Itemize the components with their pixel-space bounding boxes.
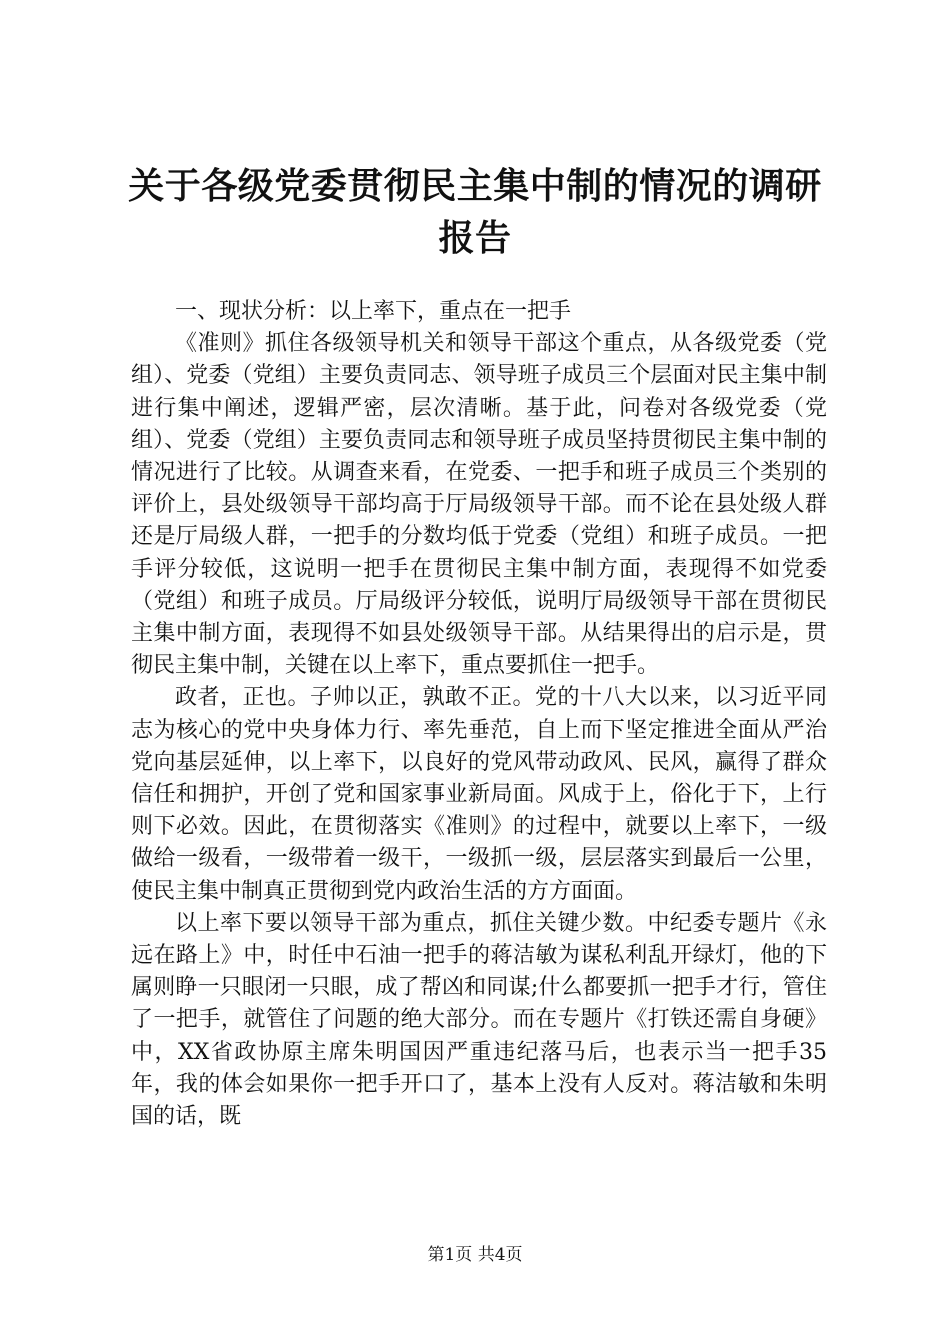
body-paragraph: 《准则》抓住各级领导机关和领导干部这个重点，从各级党委（党组）、党委（党组）主要负责同志、领导班子成员三个层面对民主集中制进行集中阐述，逻辑严密，层次清晰。基于此，问卷对各级党委（党组）、党委（党组）主要负责同志和领导班子成员坚持贯彻民主集中制的情况进行了比较。从调查来看，在党委、一把手和班子成员三个类别的评价上，县处级领导干部均高于厅局级领导干部。而不论在县处级人群还是厅局级人群，一把手的分数均低于党委（党组）和班子成员。一把手评分较低，这说明一把手在贯彻民主集中制方面，表现得不如党委（党组）和班子成员。厅局级评分较低，说明厅局级领导干部在贯彻民主集中制方面，表现得不如县处级领导干部。从结果得出的启示是，贯彻民主集中制，关键在以上率下，重点要抓住一把手。 bbox=[131, 331, 827, 679]
section-heading: 一、现状分析：以上率下，重点在一把手 bbox=[175, 299, 572, 324]
document-body bbox=[131, 296, 827, 1133]
page-footer: 第1页 共4页 bbox=[427, 1245, 523, 1265]
body-paragraph: 政者，正也。子帅以正，孰敢不正。党的十八大以来，以习近平同志为核心的党中央身体力行、率先垂范，自上而下坚定推进全面从严治党向基层延伸，以上率下，以良好的党风带动政风、民风，赢得了群众信任和拥护，开创了党和国家事业新局面。风成于上，俗化于下，上行则下必效。因此，在贯彻落实《准则》的过程中，就要以上率下，一级做给一级看，一级带着一级干，一级抓一级，层层落实到最后一公里，使民主集中制真正贯彻到党内政治生活的方方面面。 bbox=[131, 685, 827, 904]
document-title: 关于各级党委贯彻民主集中制的情况的调研报告 bbox=[128, 165, 822, 259]
body-paragraph: 以上率下要以领导干部为重点，抓住关键少数。中纪委专题片《永远在路上》中，时任中石油一把手的蒋洁敏为谋私利乱开绿灯，他的下属则睁一只眼闭一只眼，成了帮凶和同谋;什么都要抓一把手才行，管住了一把手，就管住了问题的绝大部分。而在专题片《打铁还需自身硬》中，XX省政协原主席朱明国因严重违纪落马后，也表示当一把手35年，我的体会如果你一把手开口了，基本上没有人反对。蒋洁敏和朱明国的话，既 bbox=[131, 910, 827, 1130]
